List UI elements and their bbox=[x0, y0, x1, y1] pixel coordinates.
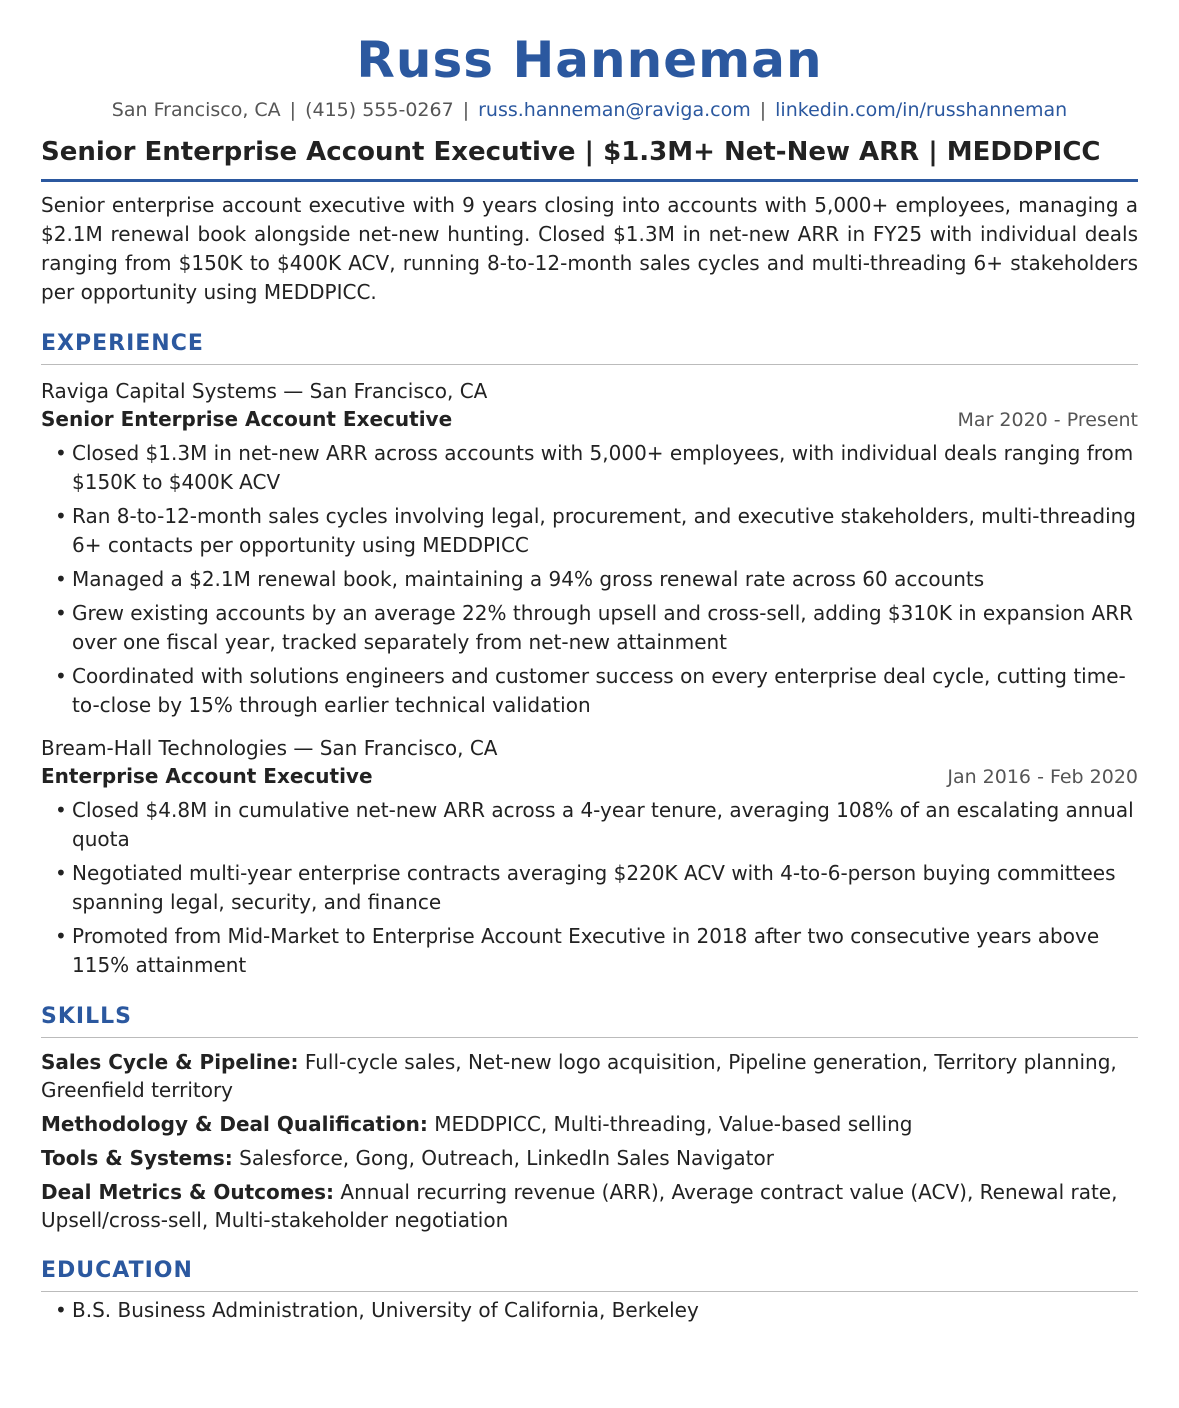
job-bullet: • Promoted from Mid-Market to Enterprise Account Executive in 2018 after two consecutive years above 115% attainment bbox=[72, 922, 1138, 980]
skill-label: Methodology & Deal Qualification: bbox=[41, 1112, 428, 1136]
contact-location: San Francisco, CA bbox=[111, 99, 281, 121]
job-company: Bream-Hall Technologies — San Francisco, CA bbox=[41, 736, 498, 760]
job-bullet: • Closed $1.3M in net-new ARR across accounts with 5,000+ employees, with individual deals ranging from $150K to $400K ACV bbox=[72, 439, 1138, 497]
skill-value: Full-cycle sales, Net-new logo acquisition, Pipeline generation, Territory planning, Greenfield territory bbox=[41, 1050, 1117, 1102]
skills-list bbox=[41, 1048, 1138, 1234]
contact-email-link[interactable]: russ.hanneman@raviga.com bbox=[478, 99, 751, 121]
contact-linkedin-link[interactable]: linkedin.com/in/russhanneman bbox=[775, 99, 1068, 121]
job-bullet: • Coordinated with solutions engineers and customer success on every enterprise deal cycle, cutting time-to-close by 15% through earlier technical validation bbox=[72, 662, 1138, 720]
candidate-name: Russ Hanneman bbox=[356, 31, 823, 89]
job-dates: Mar 2020 - Present bbox=[957, 409, 1138, 431]
job-bullet: • Negotiated multi-year enterprise contracts averaging $220K ACV with 4-to-6-person buying committees spanning legal, security, and finance bbox=[72, 859, 1138, 917]
job-bullets bbox=[41, 796, 1138, 980]
skill-row bbox=[41, 1178, 1138, 1234]
section-title-skills: SKILLS bbox=[41, 1002, 1138, 1038]
section-title-education: EDUCATION bbox=[41, 1256, 1138, 1292]
skill-row bbox=[41, 1144, 1138, 1172]
skill-row bbox=[41, 1048, 1138, 1104]
job-company: Raviga Capital Systems — San Francisco, CA bbox=[41, 379, 488, 403]
contact-separator: | bbox=[759, 99, 767, 121]
education-list bbox=[41, 1296, 1138, 1325]
job-entry bbox=[41, 377, 1138, 720]
contact-separator: | bbox=[462, 99, 470, 121]
skill-label: Tools & Systems: bbox=[41, 1146, 233, 1170]
job-role-row bbox=[41, 762, 1138, 792]
job-bullet: • Ran 8-to-12-month sales cycles involving legal, procurement, and executive stakeholders, multi-threading 6+ contacts per opportunity using MEDDPICC bbox=[72, 502, 1138, 560]
skill-value: MEDDPICC, Multi-threading, Value-based selling bbox=[434, 1112, 913, 1136]
job-role: Senior Enterprise Account Executive bbox=[41, 407, 453, 431]
job-role: Enterprise Account Executive bbox=[41, 764, 373, 788]
skill-row bbox=[41, 1110, 1138, 1138]
job-bullet: • Closed $4.8M in cumulative net-new ARR across a 4-year tenure, averaging 108% of an escalating annual quota bbox=[72, 796, 1138, 854]
skill-label: Sales Cycle & Pipeline: bbox=[41, 1050, 299, 1074]
contact-separator: | bbox=[289, 99, 297, 121]
section-title-experience: EXPERIENCE bbox=[41, 329, 1138, 365]
contact-line bbox=[41, 96, 1138, 124]
headline: Senior Enterprise Account Executive | $1.3M+ Net-New ARR | MEDDPICC bbox=[41, 134, 1138, 182]
job-bullet: • Managed a $2.1M renewal book, maintaining a 94% gross renewal rate across 60 accounts bbox=[72, 565, 1138, 594]
job-dates: Jan 2016 - Feb 2020 bbox=[947, 766, 1138, 788]
summary-paragraph: Senior enterprise account executive with 9 years closing into accounts with 5,000+ employees, managing a $2.1M renewal book alongside net-new hunting. Closed $1.3M in net-new ARR in FY25 with individual deals ranging from $150K to $400K ACV, running 8-to-12-month sales cycles and multi-threading 6+ stakeholders per opportunity using MEDDPICC. bbox=[41, 193, 1138, 304]
job-bullets bbox=[41, 439, 1138, 720]
contact-phone: (415) 555-0267 bbox=[305, 99, 454, 121]
skill-value: Annual recurring revenue (ARR), Average contract value (ACV), Renewal rate, Upsell/cross-sell, Multi-stakeholder negotiation bbox=[41, 1180, 1118, 1232]
job-role-row bbox=[41, 405, 1138, 435]
skill-label: Deal Metrics & Outcomes: bbox=[41, 1180, 335, 1204]
job-entry bbox=[41, 734, 1138, 980]
skill-value: Salesforce, Gong, Outreach, LinkedIn Sales Navigator bbox=[239, 1146, 774, 1170]
job-bullet: • Grew existing accounts by an average 22% through upsell and cross-sell, adding $310K in expansion ARR over one fiscal year, tracked separately from net-new attainment bbox=[72, 599, 1138, 657]
education-item: • B.S. Business Administration, University of California, Berkeley bbox=[72, 1296, 1138, 1325]
